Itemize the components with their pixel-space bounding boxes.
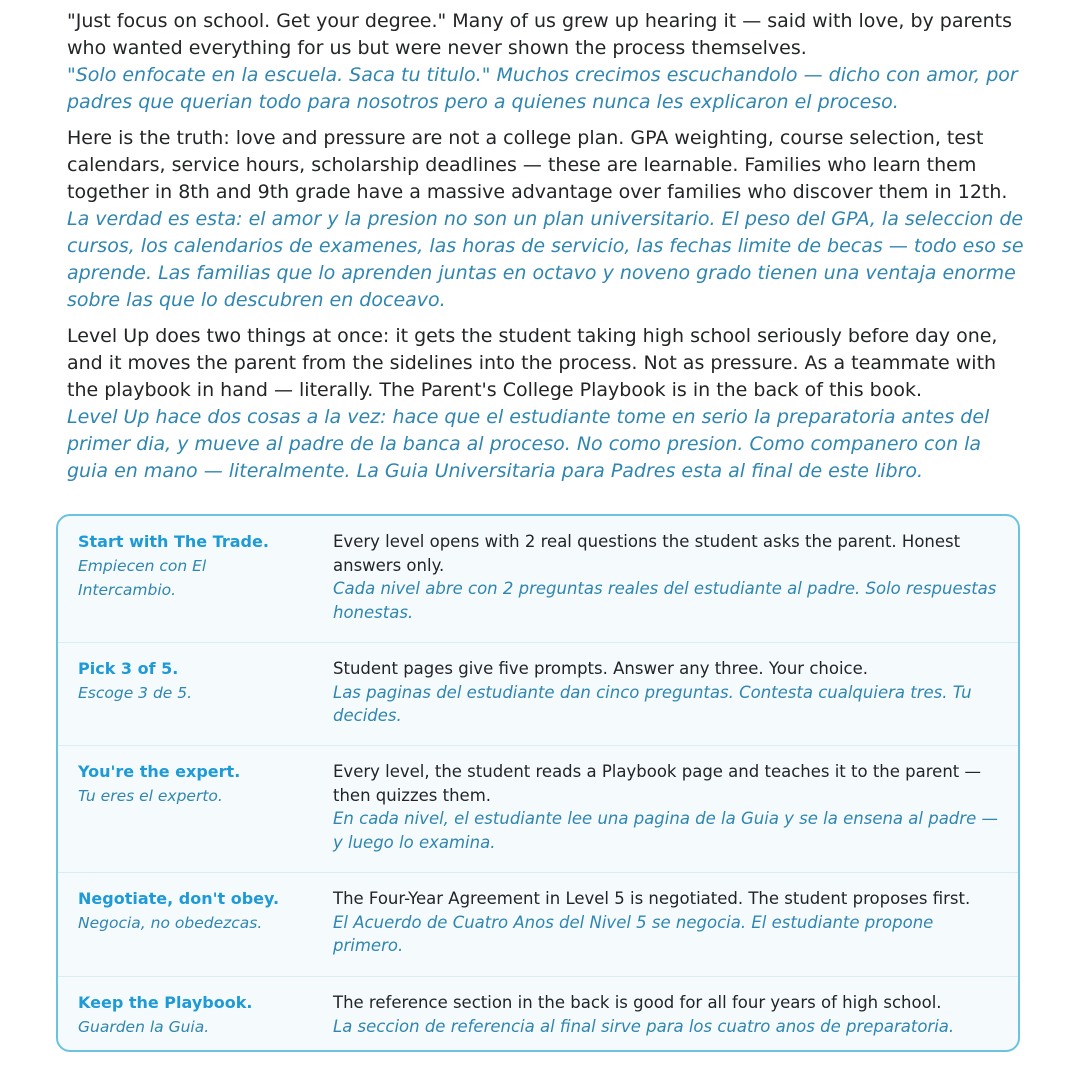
rule-subtitle: Tu eres el experto. [78, 787, 223, 805]
rule-label [78, 760, 308, 808]
rule-row [58, 977, 1018, 1052]
intro-spanish-text: Level Up hace dos cosas a la vez: hace que el estudiante tome en serio la preparatoria antes del primer dia, y mueve al padre de la banca al proceso. No como presion. Como companero con la guia en mano — literalmente. La Guia Universitaria para Padres esta al final de este libro. [67, 406, 990, 482]
intro-paragraph [67, 8, 1027, 116]
intro-section [67, 8, 1027, 494]
rule-description-english: Every level, the student reads a Playbook page and teaches it to the parent — then quizzes them. [333, 762, 981, 805]
rule-description [333, 887, 1008, 958]
rule-subtitle: Negocia, no obedezcas. [78, 914, 263, 932]
rule-description-english: The reference section in the back is good for all four years of high school. [333, 993, 942, 1012]
rule-title: Start with The Trade. [78, 532, 269, 551]
intro-spanish-text: "Solo enfocate en la escuela. Saca tu titulo." Muchos crecimos escuchandolo — dicho con amor, por padres que querian todo para nosotros pero a quienes nunca les explicaron el proceso. [67, 64, 1018, 113]
rule-description-spanish: Las paginas del estudiante dan cinco preguntas. Contesta cualquiera tres. Tu decides. [333, 682, 972, 725]
rule-label [78, 657, 308, 705]
rule-title: You're the expert. [78, 762, 241, 781]
rule-subtitle: Guarden la Guia. [78, 1018, 210, 1036]
rule-label [78, 991, 308, 1039]
rule-description [333, 657, 1008, 728]
rule-description-spanish: En cada nivel, el estudiante lee una pagina de la Guia y se la ensena al padre — y luego lo examina. [333, 809, 998, 852]
rule-title: Negotiate, don't obey. [78, 889, 280, 908]
intro-paragraph [67, 125, 1027, 314]
rule-subtitle: Escoge 3 de 5. [78, 684, 193, 702]
rule-description [333, 760, 1008, 854]
rule-label [78, 530, 308, 602]
rule-label [78, 887, 308, 935]
rule-description-spanish: El Acuerdo de Cuatro Anos del Nivel 5 se negocia. El estudiante propone primero. [333, 912, 934, 955]
rule-description-english: Every level opens with 2 real questions the student asks the parent. Honest answers only. [333, 532, 961, 575]
intro-spanish-text: La verdad es esta: el amor y la presion no son un plan universitario. El peso del GPA, la seleccion de cursos, los calendarios de examenes, las horas de servicio, las fechas limite de becas — todo eso se aprende. Las familias que lo aprenden juntas en octavo y noveno grado tienen una ventaja enorme sobre las que lo descubren en doceavo. [67, 208, 1024, 311]
intro-english-text: Level Up does two things at once: it gets the student taking high school seriously before day one, and it moves the parent from the sidelines into the process. Not as pressure. As a teammate with the playbook in hand — literally. The Parent's College Playbook is in the back of this book. [67, 325, 998, 401]
rule-description-spanish: La seccion de referencia al final sirve para los cuatro anos de preparatoria. [333, 1016, 955, 1036]
rule-row [58, 873, 1018, 977]
intro-english-text: "Just focus on school. Get your degree." Many of us grew up hearing it — said with love, by parents who wanted everything for us but were never shown the process themselves. [67, 10, 1012, 59]
rule-description [333, 991, 1008, 1038]
rule-row [58, 746, 1018, 873]
intro-paragraph [67, 323, 1027, 485]
rule-subtitle: Empiecen con El Intercambio. [78, 557, 207, 599]
rule-description [333, 530, 1008, 624]
rule-title: Pick 3 of 5. [78, 659, 179, 678]
rule-row [58, 516, 1018, 643]
rules-box [56, 514, 1020, 1052]
rule-description-english: Student pages give five prompts. Answer any three. Your choice. [333, 659, 868, 678]
rule-title: Keep the Playbook. [78, 993, 253, 1012]
rule-row [58, 643, 1018, 746]
rule-description-english: The Four-Year Agreement in Level 5 is negotiated. The student proposes first. [333, 889, 971, 908]
rule-description-spanish: Cada nivel abre con 2 preguntas reales del estudiante al padre. Solo respuestas honestas. [333, 579, 997, 622]
intro-english-text: Here is the truth: love and pressure are not a college plan. GPA weighting, course selection, test calendars, service hours, scholarship deadlines — these are learnable. Families who learn them together in 8th and 9th grade have a massive advantage over families who discover them in 12th. [67, 127, 1008, 203]
